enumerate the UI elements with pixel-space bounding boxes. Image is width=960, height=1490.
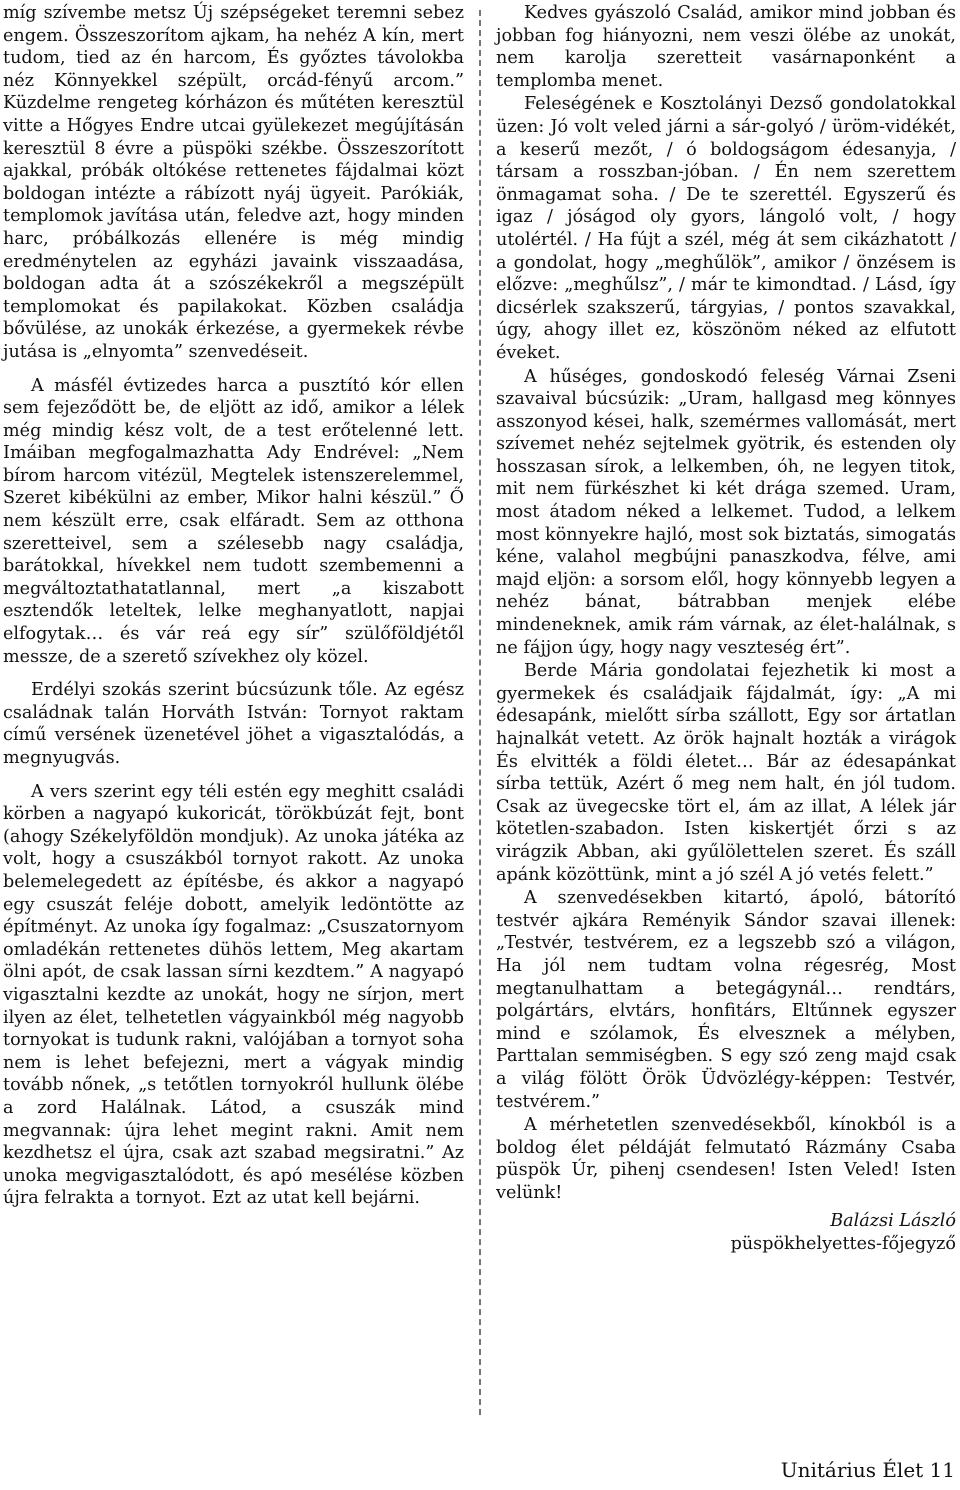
signature-name: Balázsi László [830,1211,956,1232]
paragraph: Erdélyi szokás szerint búcsúzunk tőle. Az egész családnak talán Horváth István: Tornyot raktam című versének üzenetével jöhet a vigasztalódás, a megnyugvás. [3,680,464,768]
left-text-column [3,2,464,1210]
signature-block [496,1210,956,1255]
paragraph: Feleségének e Kosztolányi Dezső gondolatokkal üzen: Jó volt veled járni a sár-golyó / üröm-vidékét, a keserű mezőt, / ó boldogságom édesanyja, / társam a rosszban-jóban. / Én nem szerettem önmagamat soha. / De te szerettél. Egyszerű és igaz / jóságod oly gyors, lángoló volt, / hogy utolértél. / Ha fújt a szél, még át sem cikázhatott / a gondolat, hogy „meghűlök”, amikor / önzésem is előzve: „meghűlsz”, / már te kimondtad. / Lásd, így dicsérlek szakszerű, tárgyias, / pontos szavakkal, úgy, ahogy illet ez, köszönöm néked az elfutott éveket. [496,94,956,363]
paragraph: A vers szerint egy téli estén egy meghitt családi körben a nagyapó kukoricát, törökbúzát fejt, bont (ahogy Székelyföldön mondjuk). Az unoka játéka az volt, hogy a csuszákból tornyot rakott. Az unoka belemelegedett az építésbe, és akkor a nagyapó egy csuszát feléje dobott, amelyik ledöntötte az építményt. Az unoka így fogalmaz: „Csuszatornyom omladékán rettenetes dühös lettem, Meg akartam ölni apót, de csak lassan sírni kezdtem.” A nagyapó vigasztalni kezdte az unokát, hogy ne sírjon, mert ilyen az élet, telhetetlen vágyainkból még nagyobb tornyokat is tudunk rakni, valójában a tornyot soha nem is lehet befejezni, mert a vágyak mindig tovább nőnek, „s tetőtlen tornyokról hullunk ölébe a zord Halálnak. Látod, a csuszák mind megvannak: újra lehet megint rakni. Amit nem kezdhetsz el újra, csak azt szabad megsiratni.” Az unoka megvigasztalódott, és apó mesélése közben újra felrakta a tornyot. Ezt az utat kell bejárni. [3,781,464,1209]
paragraph: Kedves gyászoló Család, amikor mind jobban és jobban fog hiányozni, nem veszi ölébe az unokát, nem karolja szeretteit vasárnaponként a templomba menet. [496,3,956,91]
paragraph: A mérhetetlen szenvedésekből, kínokból is a boldog élet példáját felmutató Rázmány Csaba püspök Úr, pihenj csendesen! Isten Veled! Isten velünk! [496,1115,956,1203]
paragraph: A szenvedésekben kitartó, ápoló, bátorító testvér ajkára Reményik Sándor szavai illenek: „Testvér, testvérem, ez a legszebb szó a világon, Ha jól nem tudtam volna régesrég, Most megtanulhattam a betegágynál… rendtárs, polgártárs, elvtárs, honfitárs, Eltűnnek egyszer mind e szólamok, És elvesznek a mélyben, Parttalan semmiségben. S egy szó zeng majd csak a világ fölött Örök Üdvözlégy-képpen: Testvér, testvérem.” [496,888,956,1112]
page-footer: Unitárius Élet 11 [780,1458,955,1482]
right-text-column [496,2,956,1256]
paragraph: A hűséges, gondoskodó feleség Várnai Zseni szavaival búcsúzik: „Uram, hallgasd meg könnyes asszonyod kései, halk, szemérmes vallomását, mert szívemet nehéz sejtelmek gyötrik, és estenden oly hosszasan sírok, a lelkemben, óh, ne legyen titok, mit nem fürkészhet ki két drága szemed. Uram, most átadom néked a lelkemet. Tudod, a lelkem most könnyekre hajló, most sok biztatás, simogatás kéne, valahol megbújni panaszkodva, félve, ami majd eljön: a sorsom elől, hogy könnyebb legyen a nehéz bánat, bátrabban menjek elébe mindeneknek, amik rám várnak, az élet-halálnak, s ne fájjon úgy, hogy nagy veszteség ért”. [496,366,956,658]
paragraph: A másfél évtizedes harca a pusztító kór ellen sem fejeződött be, de eljött az idő, amikor a lélek még mindig kész volt, de a test erőtelenné lett. Imáiban megfogalmazhatta Ady Endrével: „Nem bírom harcom vitézül, Megtelek istenszerelemmel, Szeret kibékülni az ember, Mikor halni készül.” Ő nem készült erre, csak elfáradt. Sem az otthona szeretteivel, sem a szélesebb nagy családja, barátokkal, hívekkel nem tudott szembemenni a megváltoztathatatlannal, mert „a kiszabott esztendők leteltek, lelke meghanyatlott, napjai elfogytak… és vár reá egy sír” szülőföldjétől messze, de a szerető szívekhez oly közel. [3,375,464,667]
column-divider [479,10,481,1415]
paragraph: míg szívembe metsz Új szépségeket teremni sebez engem. Összeszorítom ajkam, ha nehéz A kín, mert tudom, tied az én harcom, És győztes távolokba néz Könnyekkel szépült, orcád-fényű arcom.” Küzdelme rengeteg kórházon és műtéten keresztül vitte a Hőgyes Endre utcai gyülekezet megújításán keresztül 8 évre a püspöki székbe. Összeszorított ajakkal, próbák oltókése rettenetes fájdalmai közt boldogan intézte a rábízott nyáj ügyeit. Parókiák, templomok javítása után, feledve azt, hogy minden harc, próbálkozás ellenére is még mindig eredménytelen az egyházi javaink visszaadása, boldogan adta át a szószékekről a megszépült templomokat és papilakokat. Közben családja bővülése, az unokák érkezése, a gyermekek révbe jutása is „elnyomta” szenvedéseit. [3,3,464,362]
paragraph: Berde Mária gondolatai fejezhetik ki most a gyermekek és családjaik fájdalmát, így: „A mi édesapánk, mielőtt sírba szállott, Egy sor ártatlan hajnalkát vetett. Az örök hajnalt hozták a virágok És elvitték a földi életet… Bár az édesapánkat sírba tettük, Azért ő meg nem halt, én jól tudom. Csak az üvegecske tört el, ám az illat, A lélek jár kötetlen-szabadon. Isten kiskertjét őrzi s az virágzik Abban, aki gyűlölettelen szeret. És száll apánk közöttünk, mint a jó szél A jó vetés felett.” [496,661,956,885]
signature-role: püspökhelyettes-főjegyző [730,1234,956,1255]
